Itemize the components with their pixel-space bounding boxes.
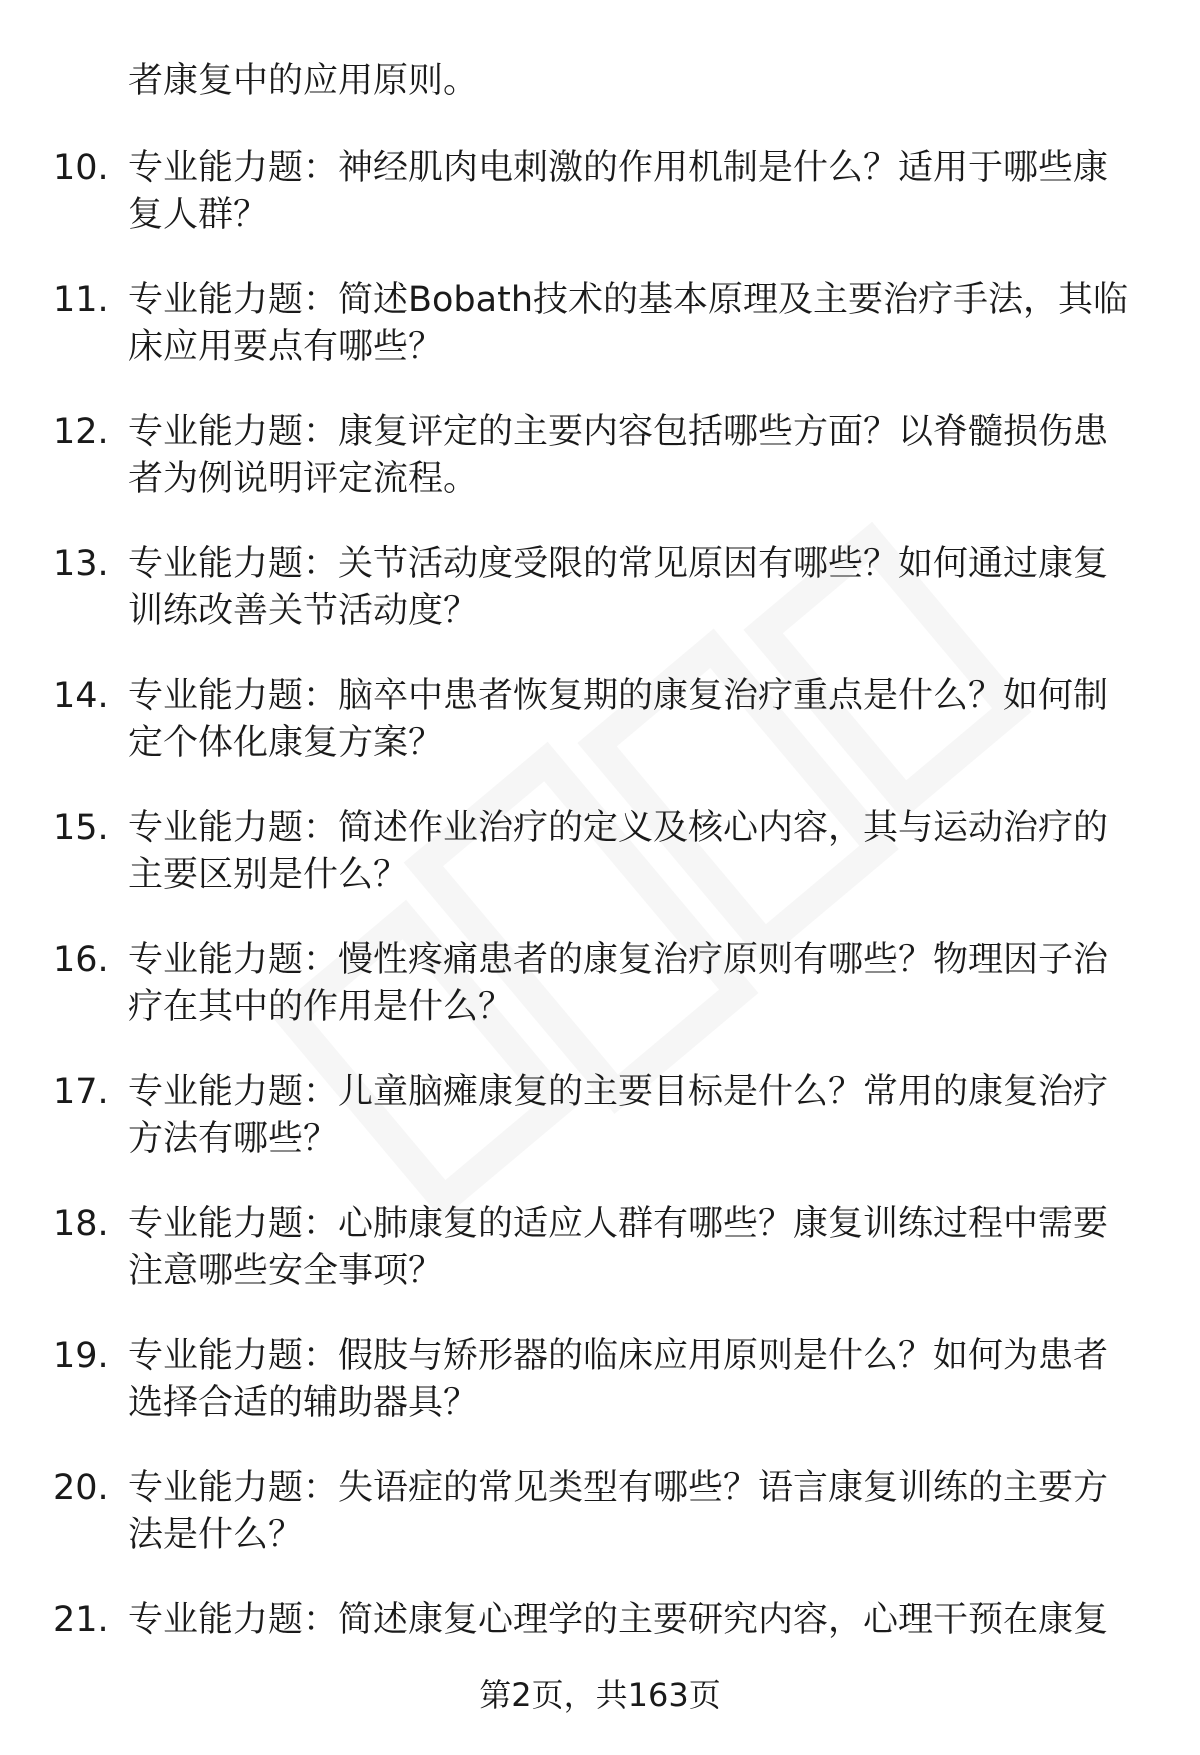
list-item bbox=[0, 277, 1200, 367]
list-item bbox=[0, 1333, 1200, 1423]
question-text: 专业能力题：慢性疼痛患者的康复治疗原则有哪些？物理因子治疗在其中的作用是什么？ bbox=[128, 940, 1109, 1027]
list-item bbox=[0, 673, 1200, 763]
question-text: 专业能力题：心肺康复的适应人群有哪些？康复训练过程中需要注意哪些安全事项？ bbox=[128, 1204, 1109, 1291]
list-item bbox=[0, 937, 1200, 1027]
question-number: 10. bbox=[53, 148, 109, 188]
list-item bbox=[0, 1597, 1200, 1644]
question-number: 16. bbox=[53, 940, 109, 980]
question-text: 专业能力题：儿童脑瘫康复的主要目标是什么？常用的康复治疗方法有哪些？ bbox=[128, 1072, 1109, 1159]
continuation-text: 者康复中的应用原则。 bbox=[128, 61, 479, 101]
question-text: 专业能力题：失语症的常见类型有哪些？语言康复训练的主要方法是什么？ bbox=[128, 1468, 1109, 1555]
question-text: 专业能力题：简述康复心理学的主要研究内容，心理干预在康复 bbox=[128, 1600, 1109, 1640]
question-text: 专业能力题：假肢与矫形器的临床应用原则是什么？如何为患者选择合适的辅助器具？ bbox=[128, 1336, 1109, 1423]
question-text: 专业能力题：简述作业治疗的定义及核心内容，其与运动治疗的主要区别是什么？ bbox=[128, 808, 1109, 895]
question-number: 12. bbox=[53, 412, 109, 452]
question-text: 专业能力题：简述Bobath技术的基本原理及主要治疗手法，其临床应用要点有哪些？ bbox=[128, 280, 1128, 367]
list-item bbox=[0, 1069, 1200, 1159]
list-item bbox=[0, 145, 1200, 235]
question-number: 19. bbox=[53, 1336, 109, 1376]
list-item bbox=[0, 541, 1200, 631]
question-text: 专业能力题：脑卒中患者恢复期的康复治疗重点是什么？如何制定个体化康复方案？ bbox=[128, 676, 1109, 763]
list-item bbox=[0, 805, 1200, 895]
question-number: 21. bbox=[53, 1600, 109, 1640]
question-number: 18. bbox=[53, 1204, 109, 1244]
list-item bbox=[0, 1201, 1200, 1291]
question-number: 11. bbox=[53, 280, 109, 320]
question-text: 专业能力题：康复评定的主要内容包括哪些方面？以脊髓损伤患者为例说明评定流程。 bbox=[128, 412, 1109, 499]
question-text: 专业能力题：关节活动度受限的常见原因有哪些？如何通过康复训练改善关节活动度？ bbox=[128, 544, 1109, 631]
list-item bbox=[0, 409, 1200, 499]
question-number: 17. bbox=[53, 1072, 109, 1112]
question-number: 20. bbox=[53, 1468, 109, 1508]
page-footer: 第2页，共163页 bbox=[479, 1676, 721, 1714]
question-text: 专业能力题：神经肌肉电刺激的作用机制是什么？适用于哪些康复人群？ bbox=[128, 148, 1109, 235]
question-number: 15. bbox=[53, 808, 109, 848]
question-list bbox=[0, 145, 1200, 1689]
question-number: 13. bbox=[53, 544, 109, 584]
question-number: 14. bbox=[53, 676, 109, 716]
list-item bbox=[0, 1465, 1200, 1555]
